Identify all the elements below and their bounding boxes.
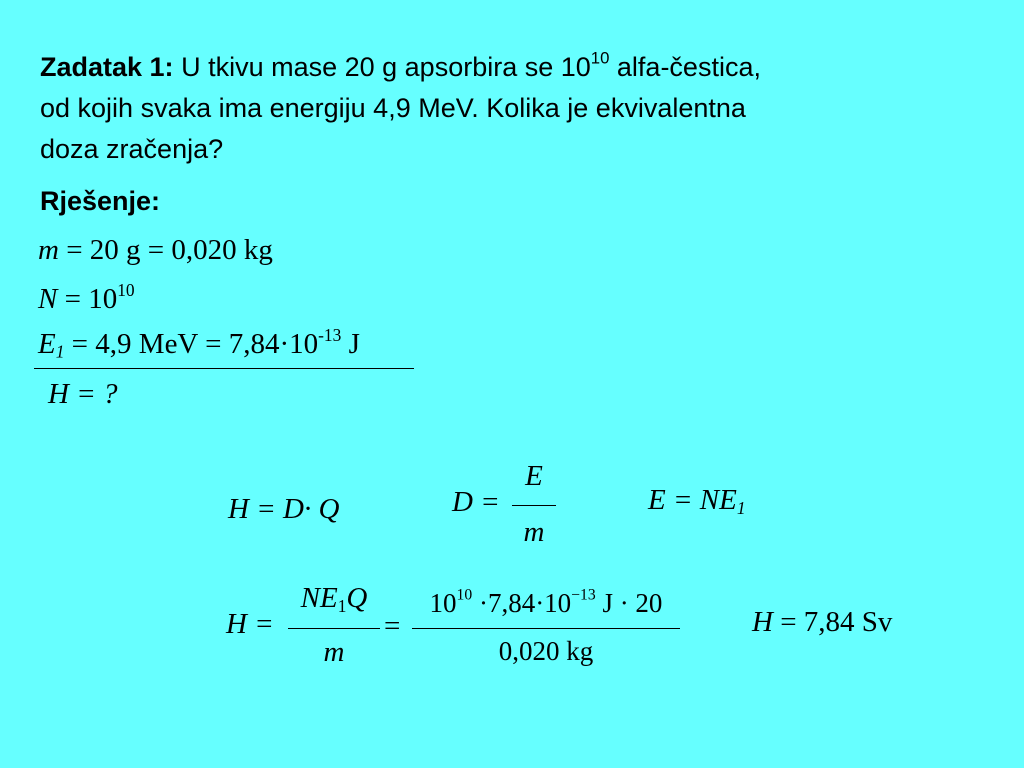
- equivalent-dose-definition-text: H = D· Q: [228, 493, 340, 525]
- given-count: [38, 279, 135, 316]
- solution-label: Rješenje:: [40, 186, 161, 216]
- absorbed-dose-denominator: m: [523, 516, 545, 548]
- given-energy-value: = 4,9 MeV = 7,84·10: [64, 328, 319, 360]
- dose-formula-numerator: [288, 582, 380, 615]
- dose-formula-numerator-ne: NE: [300, 582, 338, 614]
- calculation-equals: =: [384, 610, 401, 642]
- total-energy-definition-subscript: 1: [736, 498, 746, 519]
- dose-formula-denominator: m: [323, 636, 345, 668]
- calculation-numerator: [412, 588, 680, 619]
- given-mass-symbol: m: [38, 234, 59, 266]
- problem-line-1-exponent: 10: [590, 48, 610, 68]
- result-symbol: H: [752, 606, 773, 638]
- total-energy-definition: [648, 484, 746, 517]
- given-energy-unit: J: [341, 328, 360, 360]
- calculation-numerator-base: 10: [429, 588, 457, 618]
- total-energy-definition-text: E = NE: [648, 484, 737, 516]
- calculation-denominator: 0,020 kg: [498, 636, 594, 666]
- absorbed-dose-fraction: [512, 460, 556, 552]
- problem-line-1: [40, 47, 1000, 88]
- calculation-fraction-bar: [412, 628, 680, 629]
- dose-formula-fraction-bar: [288, 628, 380, 629]
- given-energy-subscript: 1: [55, 341, 65, 362]
- result: [752, 606, 892, 639]
- problem-line-2: od kojih svaka ima energiju 4,9 MeV. Kolika je ekvivalentna: [40, 93, 746, 123]
- calculation-numerator-exponent-1: 10: [456, 586, 473, 604]
- problem-line-1-text: U tkivu mase 20 g apsorbira se 10: [173, 52, 591, 82]
- absorbed-dose-numerator: E: [525, 460, 543, 492]
- equivalent-dose-definition: [228, 493, 339, 526]
- result-text: [752, 606, 892, 638]
- calculation-numerator-exponent-2: −13: [571, 586, 596, 604]
- absorbed-dose-lhs: [452, 486, 500, 519]
- absorbed-dose-fraction-bar: [512, 505, 556, 506]
- given-count-exponent: 10: [117, 279, 135, 300]
- unknown-dose-text: H = ?: [48, 378, 118, 410]
- dose-formula-numerator-subscript: 1: [337, 596, 347, 617]
- calculation-numerator-middle: ·7,84·10: [472, 588, 572, 618]
- calculation-fraction: [412, 586, 680, 678]
- unknown-dose: [48, 378, 118, 411]
- problem-statement: [40, 47, 1000, 170]
- dose-formula-fraction: [288, 582, 380, 674]
- given-energy: [38, 324, 360, 362]
- dose-formula-numerator-q: Q: [346, 582, 368, 614]
- given-mass: [38, 234, 273, 267]
- given-mass-value: = 20 g = 0,020 kg: [58, 234, 273, 266]
- given-energy-symbol: E: [38, 328, 56, 360]
- given-divider: [34, 368, 414, 369]
- result-value: = 7,84 Sv: [772, 606, 893, 638]
- given-energy-exponent: -13: [318, 324, 342, 345]
- given-count-symbol: N: [38, 283, 58, 315]
- dose-formula-lhs: [226, 608, 274, 641]
- dose-formula-lhs-text: H =: [226, 608, 274, 640]
- given-count-value: = 10: [57, 283, 118, 315]
- problem-label: Zadatak 1:: [40, 52, 174, 82]
- calculation-numerator-tail: J · 20: [595, 588, 663, 618]
- absorbed-dose-lhs-text: D =: [452, 486, 500, 518]
- problem-line-1-tail: alfa-čestica,: [609, 52, 761, 82]
- problem-line-3: doza zračenja?: [40, 134, 224, 164]
